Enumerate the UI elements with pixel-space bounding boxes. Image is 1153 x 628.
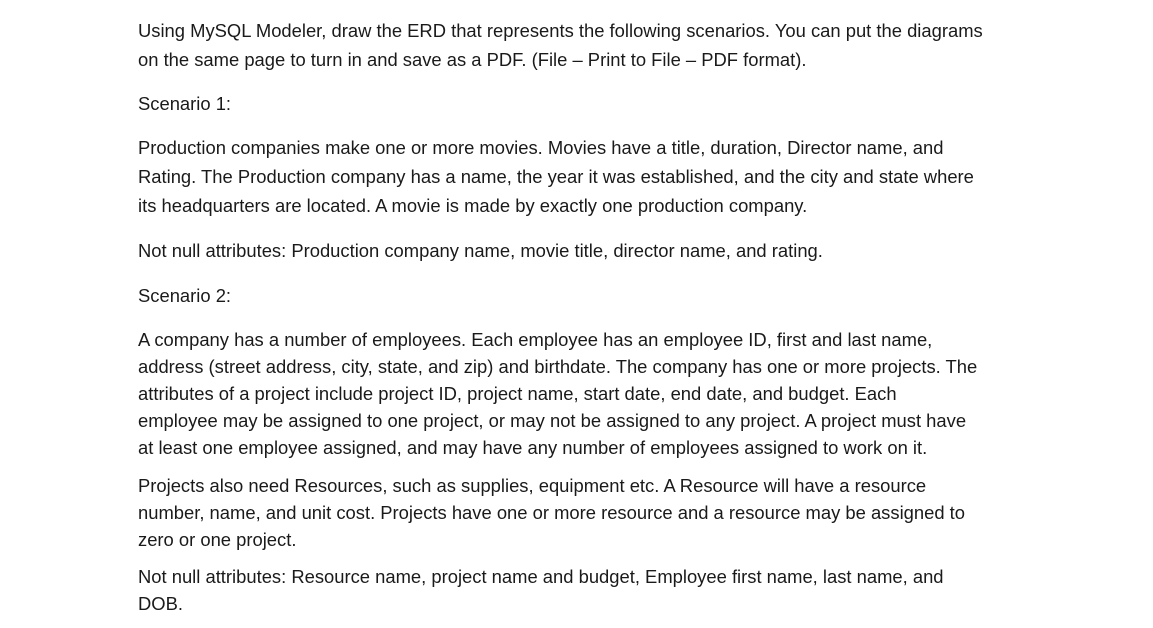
scenario-2-resources <box>138 472 1138 553</box>
text-line: zero or one project. <box>138 529 297 550</box>
scenario-2-heading <box>138 281 1138 310</box>
text-line: A company has a number of employees. Each employee has an employee ID, first and last name, <box>138 329 933 350</box>
text-line: Rating. The Production company has a name, the year it was established, and the city and state where <box>138 166 974 187</box>
text-line: Production companies make one or more movies. Movies have a title, duration, Director name, and <box>138 137 944 158</box>
text-line: Projects also need Resources, such as supplies, equipment etc. A Resource will have a resource <box>138 475 927 496</box>
scenario-1-heading <box>138 89 1138 118</box>
text-line: on the same page to turn in and save as a PDF. (File – Print to File – PDF format). <box>138 49 807 70</box>
text-line: attributes of a project include project ID, project name, start date, end date, and budget. Each <box>138 383 897 404</box>
heading-text: Scenario 1: <box>138 93 232 114</box>
heading-text: Scenario 2: <box>138 285 232 306</box>
text-line: employee may be assigned to one project, or may not be assigned to any project. A project must have <box>138 410 967 431</box>
text-line: at least one employee assigned, and may have any number of employees assigned to work on it. <box>138 437 928 458</box>
scenario-1-not-null <box>138 236 1138 265</box>
text-line: Not null attributes: Resource name, project name and budget, Employee first name, last name, and <box>138 566 944 587</box>
text-line: address (street address, city, state, and zip) and birthdate. The company has one or more projects. The <box>138 356 978 377</box>
scenario-2-description <box>138 326 1138 461</box>
text-line: number, name, and unit cost. Projects have one or more resource and a resource may be assigned to <box>138 502 966 523</box>
instructions-paragraph <box>138 16 1138 74</box>
text-line: DOB. <box>138 593 183 614</box>
text-line: Not null attributes: Production company name, movie title, director name, and rating. <box>138 240 823 261</box>
text-line: its headquarters are located. A movie is made by exactly one production company. <box>138 195 808 216</box>
scenario-2-not-null <box>138 563 1138 617</box>
scenario-1-description <box>138 133 1138 220</box>
text-line: Using MySQL Modeler, draw the ERD that represents the following scenarios. You can put the diagrams <box>138 20 983 41</box>
